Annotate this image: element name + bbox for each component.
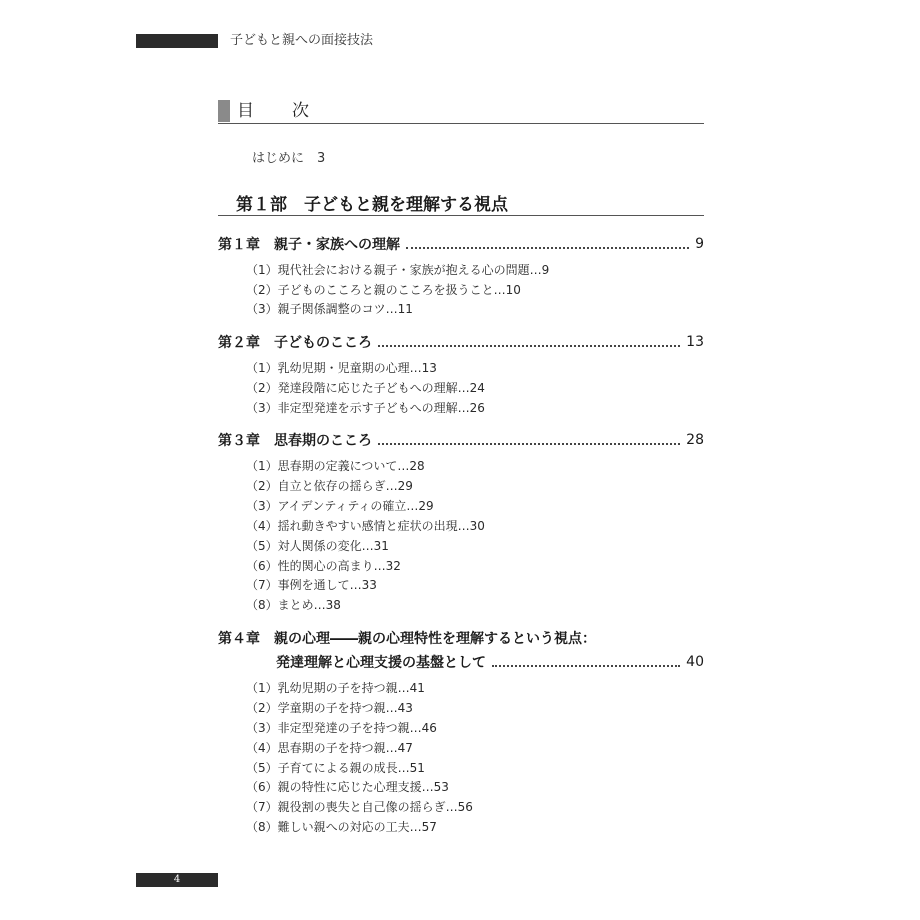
chapter-number: 第４章 xyxy=(218,631,260,647)
section-entry[interactable]: （4）思春期の子を持つ親…47 xyxy=(246,741,413,755)
chapter-4-entry-continued[interactable] xyxy=(276,651,704,673)
chapter-page: 28 xyxy=(686,432,704,448)
section-entry[interactable]: （3）非定型発達を示す子どもへの理解…26 xyxy=(246,401,485,415)
section-entry[interactable]: （4）揺れ動きやすい感情と症状の出現…30 xyxy=(246,519,485,533)
chapter-number: 第３章 xyxy=(218,433,260,449)
dot-leader xyxy=(378,343,680,347)
chapter-title: 思春期のこころ xyxy=(274,433,372,449)
section-entry[interactable]: （2）子どものこころと親のこころを扱うこと…10 xyxy=(246,283,521,297)
section-entry[interactable]: （5）対人関係の変化…31 xyxy=(246,539,389,553)
section-entry[interactable]: （6）親の特性に応じた心理支援…53 xyxy=(246,780,449,794)
dot-leader xyxy=(492,663,680,667)
section-entry[interactable]: （1）現代社会における親子・家族が抱える心の問題…9 xyxy=(246,263,550,277)
section-entry[interactable]: （1）乳幼児期・児童期の心理…13 xyxy=(246,361,437,375)
chapter-4-entry[interactable] xyxy=(218,627,704,649)
chapter-page: 40 xyxy=(686,654,704,670)
chapter-subtitle: 発達理解と心理支援の基盤として xyxy=(276,655,486,671)
section-entry[interactable]: （3）アイデンティティの確立…29 xyxy=(246,499,434,513)
dot-leader xyxy=(378,441,680,445)
section-entry[interactable]: （7）事例を通して…33 xyxy=(246,578,377,592)
book-title: 子どもと親への面接技法 xyxy=(230,33,374,48)
chapter-3-entry[interactable] xyxy=(218,429,704,451)
chapter-number: 第１章 xyxy=(218,237,260,253)
chapter-number: 第２章 xyxy=(218,335,260,351)
section-entry[interactable]: （1）思春期の定義について…28 xyxy=(246,459,425,473)
toc-title-rule xyxy=(218,123,704,124)
page-number: 4 xyxy=(173,874,181,885)
chapter-title: 親子・家族への理解 xyxy=(274,237,400,253)
chapter-title: 子どものこころ xyxy=(274,335,372,351)
intro-entry: はじめに 3 xyxy=(252,151,326,166)
section-entry[interactable]: （8）難しい親への対応の工夫…57 xyxy=(246,820,437,834)
section-entry[interactable]: （2）自立と依存の揺らぎ…29 xyxy=(246,479,413,493)
section-entry[interactable]: （2）発達段階に応じた子どもへの理解…24 xyxy=(246,381,485,395)
section-entry[interactable]: （1）乳幼児期の子を持つ親…41 xyxy=(246,681,425,695)
toc-title-marker xyxy=(218,100,230,122)
chapter-page: 9 xyxy=(695,236,704,252)
part-title-rule xyxy=(218,215,704,216)
dot-leader xyxy=(406,245,689,249)
chapter-2-entry[interactable] xyxy=(218,331,704,353)
section-entry[interactable]: （2）学童期の子を持つ親…43 xyxy=(246,701,413,715)
chapter-1-entry[interactable] xyxy=(218,233,704,255)
section-entry[interactable]: （8）まとめ…38 xyxy=(246,598,341,612)
section-entry[interactable]: （5）子育てによる親の成長…51 xyxy=(246,761,425,775)
section-entry[interactable]: （7）親役割の喪失と自己像の揺らぎ…56 xyxy=(246,800,473,814)
section-entry[interactable]: （6）性的関心の高まり…32 xyxy=(246,559,401,573)
section-entry[interactable]: （3）親子関係調整のコツ…11 xyxy=(246,302,413,316)
chapter-title: 親の心理――親の心理特性を理解するという視点： xyxy=(274,631,596,647)
header-bar xyxy=(136,34,218,48)
chapter-page: 13 xyxy=(686,334,704,350)
section-entry[interactable]: （3）非定型発達の子を持つ親…46 xyxy=(246,721,437,735)
toc-title: 目次 xyxy=(237,101,347,121)
part-title: 第１部 子どもと親を理解する視点 xyxy=(236,195,508,215)
